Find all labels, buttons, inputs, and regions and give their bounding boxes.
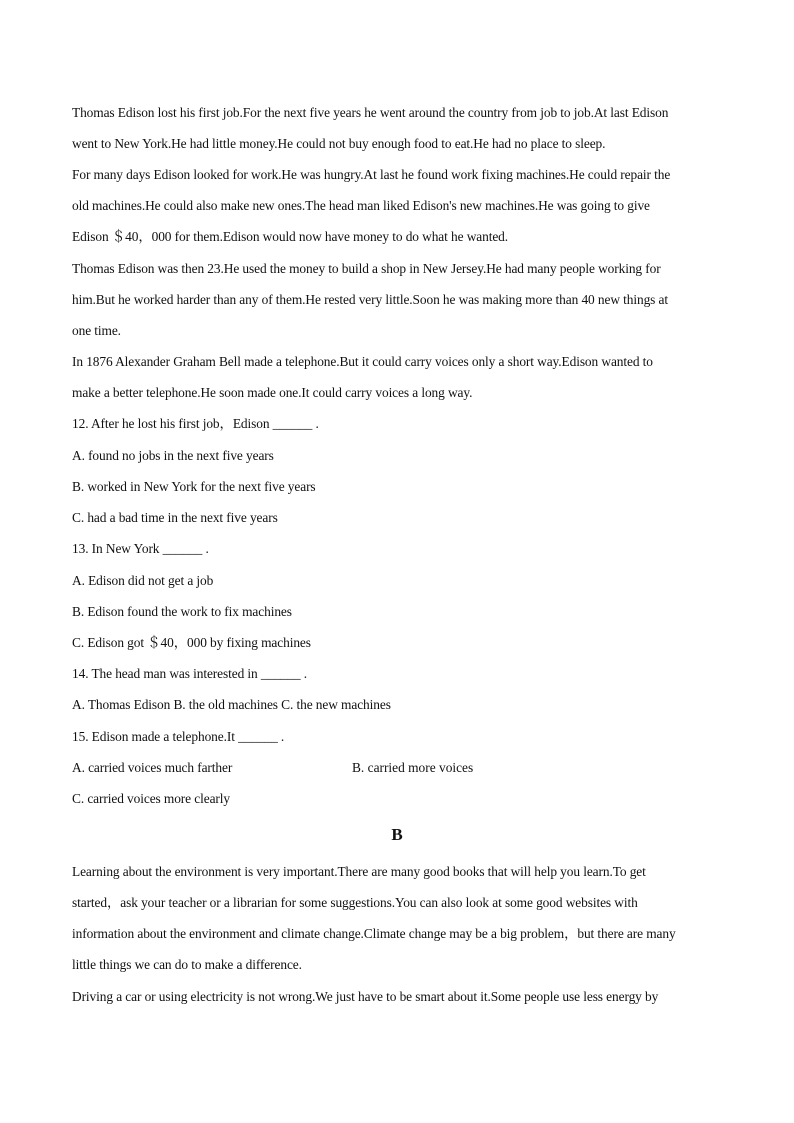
option-b: B. Edison found the work to fix machines bbox=[72, 604, 292, 619]
passage-a-line-9: In 1876 Alexander Graham Bell made a telephone.But it could carry voices only a short way.Edison wanted to bbox=[72, 354, 653, 369]
section-b-heading: B bbox=[391, 825, 403, 844]
passage-a-line-1: Thomas Edison lost his first job.For the next five years he went around the country from job to job.At last Edison bbox=[72, 105, 669, 120]
option-c: C. had a bad time in the next five years bbox=[72, 510, 278, 525]
option-a: A. Edison did not get a job bbox=[72, 573, 214, 588]
option-b: B. carried more voices bbox=[352, 760, 474, 775]
passage-a-line-5: Edison ＄40，000 for them.Edison would now have money to do what he wanted. bbox=[72, 229, 509, 244]
passage-b-line-2: started，ask your teacher or a librarian for some suggestions.You can also look at some good websites with bbox=[72, 895, 638, 910]
question-stem: 13. In New York ______ . bbox=[72, 541, 209, 556]
option-b: B. worked in New York for the next five years bbox=[72, 479, 316, 494]
passage-a-line-4: old machines.He could also make new ones.The head man liked Edison's new machines.He was going to give bbox=[72, 198, 650, 213]
question-stem: 14. The head man was interested in ______ . bbox=[72, 666, 307, 681]
question-stem: 15. Edison made a telephone.It ______ . bbox=[72, 729, 285, 744]
passage-a-line-3: For many days Edison looked for work.He was hungry.At last he found work fixing machines.He could repair the bbox=[72, 167, 671, 182]
option-c: C. Edison got ＄40，000 by fixing machines bbox=[72, 635, 311, 650]
passage-b-line-4: little things we can do to make a difference. bbox=[72, 957, 302, 972]
passage-b-line-5: Driving a car or using electricity is not wrong.We just have to be smart about it.Some people use less energy by bbox=[72, 989, 659, 1004]
passage-b-line-3: information about the environment and climate change.Climate change may be a big problem，but there are many bbox=[72, 926, 676, 941]
option-a: A. carried voices much farther bbox=[72, 760, 233, 775]
question-stem: 12. After he lost his first job，Edison ______ . bbox=[72, 416, 319, 431]
option-a: A. found no jobs in the next five years bbox=[72, 448, 274, 463]
passage-b-line-1: Learning about the environment is very important.There are many good books that will help you learn.To get bbox=[72, 864, 646, 879]
passage-a-line-6: Thomas Edison was then 23.He used the money to build a shop in New Jersey.He had many people working for bbox=[72, 261, 661, 276]
passage-a-line-8: one time. bbox=[72, 323, 121, 338]
passage-a-line-2: went to New York.He had little money.He could not buy enough food to eat.He had no place to sleep. bbox=[72, 136, 606, 151]
options-row: A. Thomas Edison B. the old machines C. the new machines bbox=[72, 697, 391, 712]
passage-a-line-7: him.But he worked harder than any of them.He rested very little.Soon he was making more than 40 new things at bbox=[72, 292, 668, 307]
option-c: C. carried voices more clearly bbox=[72, 791, 230, 806]
passage-a-line-10: make a better telephone.He soon made one.It could carry voices a long way. bbox=[72, 385, 473, 400]
